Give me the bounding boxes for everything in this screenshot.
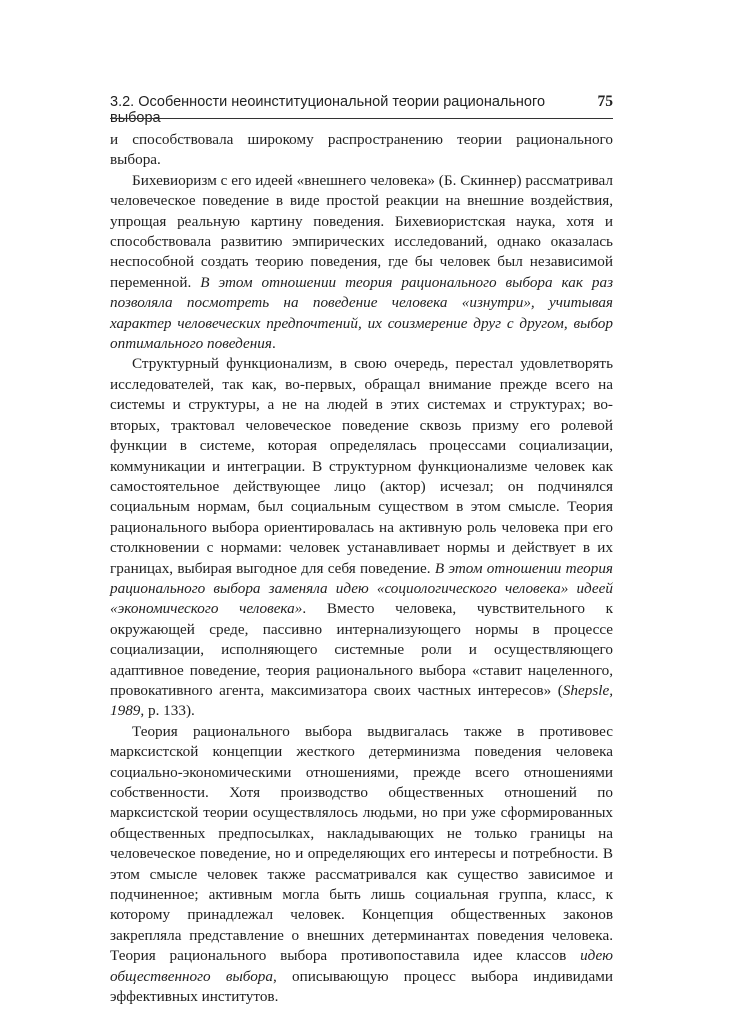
paragraph-3 [110, 354, 613, 721]
paragraph-2 [110, 171, 613, 355]
paragraph-4 [110, 722, 613, 1008]
text-run: и способствовала широкому распространению теории рационального выбора. [110, 131, 613, 169]
text-run: Бихевиоризм с его идеей «внешнего человека» (Б. Скиннер) рассматривал человеческое поведение в виде простой реакции на внешние воздействия, упрощая реальную картину поведения. Бихевиористская наука, хотя и способствовала развитию эмпирических исследований, однако оказалась неспособной создать теорию поведения, где бы человек был независимой переменной. [110, 171, 613, 291]
text-run: , p. 133). [140, 702, 195, 720]
section-title: 3.2. Особенности неоинституциональной теории рационального выбора [110, 94, 546, 126]
italic-text: В этом отношении теория рационального выбора заменяла идею «социологического человека» идеей «экономического человека» [110, 559, 613, 618]
paragraph-1 [110, 130, 613, 171]
running-header [110, 93, 613, 126]
text-run: . Вместо человека, чувствительного к окружающей среде, пассивно интернализующего нормы в процессе социализации, исполняющего системные роли и осуществляющего адаптивное поведение, теория рационального выбора «ставит нацеленного, провокативного агента, максимизатора своих частных интересов» ( [110, 600, 613, 699]
text-run: , описывающую процесс выбора индивидами эффективных институтов. [110, 967, 613, 1006]
text-run: Теория рационального выбора выдвигалась также в противовес марксистской концепции жесткого детерминизма поведения человека социально-экономическими отношениями, прежде всего отношениями собственности. Хотя производство общественных отношений по марксистской теории осуществлялось людьми, но при уже сформированных общественных предпосылках, накладывающих не только границы на человеческое поведение, но и определяющих его интересы и потребности. В этом смысле человек также рассматривался как существо зависимое и подчиненное; активным могла быть лишь социальная группа, класс, к которому принадлежал человек. Концепция общественных законов закрепляла представление о внешних детерминантах поведения человека. Теория рационального выбора противопоставила идее классов [110, 722, 613, 965]
page-number: 75 [597, 93, 613, 110]
text-run: Структурный функционализм, в свою очередь, перестал удовлетворять исследователей, так как, во-первых, обращал внимание прежде всего на системы и структуры, а не на людей в этих системах и структурах; во-вторых, трактовал человеческое поведение сквозь призму его ролевой функции в системе, которая определялась процессами социализации, коммуникации и интеграции. В структурном функционализме человек как самостоятельное действующее лицо (актор) исчезал; он подчинялся социальным нормам, был социальным существом в этом смысле. Теория рационального выбора ориентировалась на активную роль человека при его столкновении с нормами: человек устанавливает нормы и действует в их границах, выбирая выгодное для себя поведение. [110, 355, 613, 577]
body-text [110, 130, 613, 1007]
italic-text: идею общественного выбора [110, 947, 613, 985]
text-run: . [271, 335, 276, 353]
italic-text: Shepsle, 1989 [110, 681, 613, 720]
italic-text: В этом отношении теория рационального выбора как раз позволяла посмотреть на поведение человека «изнутри», учитывая характер человеческих предпочтений, их соизмерение друг с другом, выбор оптимального поведения [110, 273, 613, 353]
header-divider [110, 118, 613, 119]
